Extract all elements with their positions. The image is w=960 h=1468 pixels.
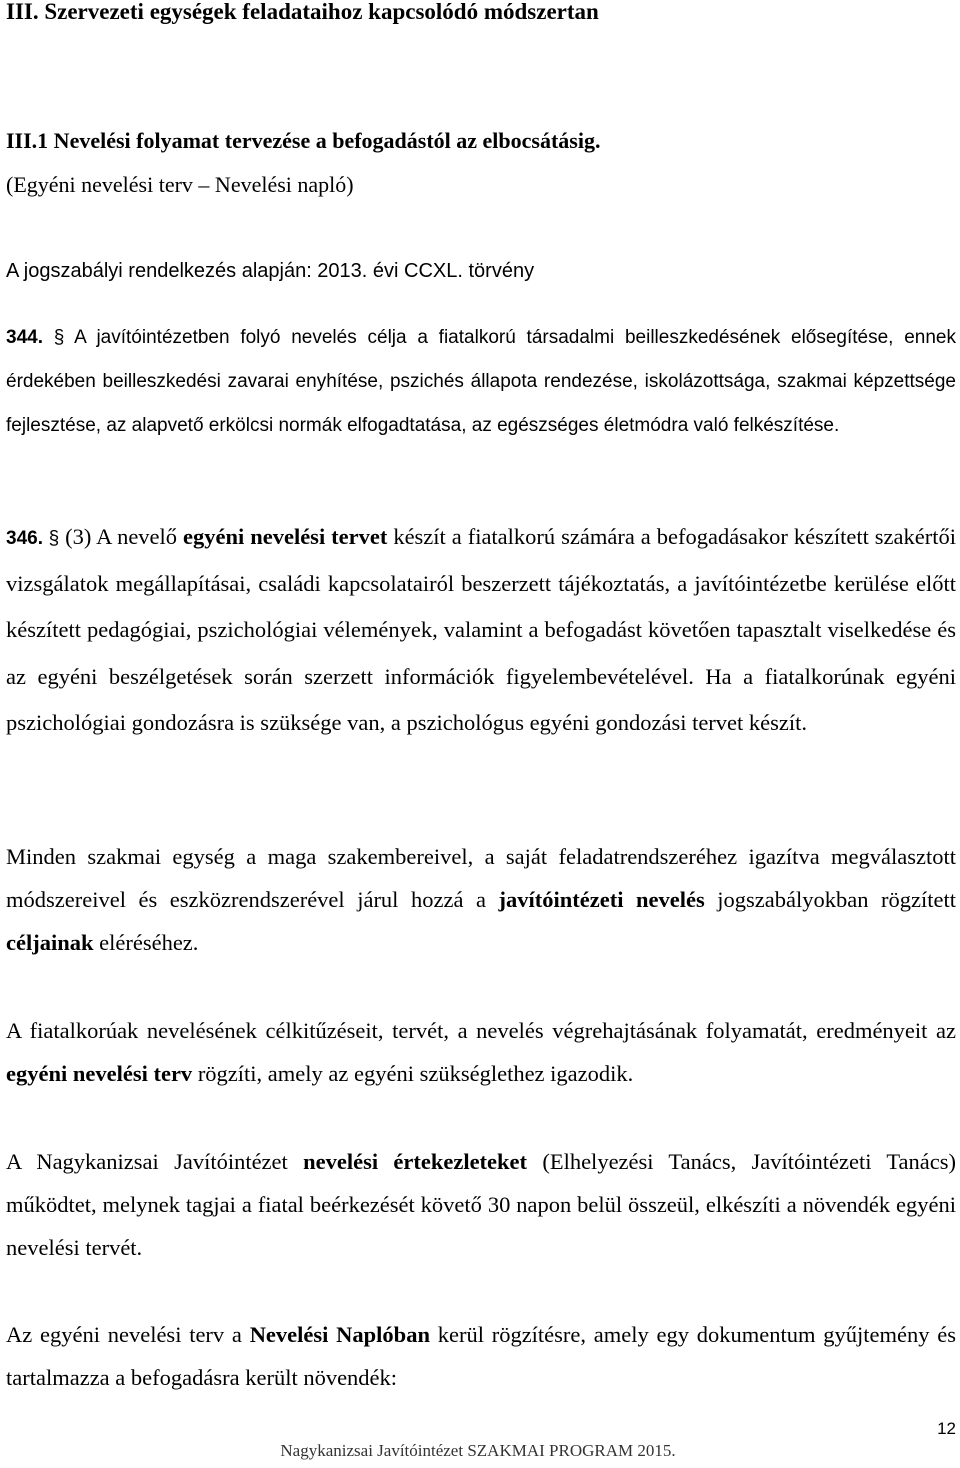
paragraph-meetings-text-1: A Nagykanizsai Javítóintézet xyxy=(6,1149,304,1174)
paragraph-diary-text-2: kerül rögzítésre, amely egy dokumentum gyűjtemény és tartalmazza a befogadásra került növendék: xyxy=(6,1322,956,1390)
paragraph-diary-bold-1: Nevelési Naplóban xyxy=(249,1322,430,1347)
paragraph-diary xyxy=(6,1313,956,1399)
paragraph-344-number: 344. xyxy=(6,327,43,348)
paragraph-goals-bold-1: egyéni nevelési terv xyxy=(6,1061,193,1086)
page-number: 12 xyxy=(937,1419,956,1438)
paragraph-units-text-3: eléréséhez. xyxy=(93,930,199,955)
subsection-title-line2: (Egyéni nevelési terv – Nevelési napló) xyxy=(6,172,354,197)
paragraph-units xyxy=(6,835,956,964)
footer-program: SZAKMAI PROGRAM 2015. xyxy=(467,1441,676,1460)
paragraph-units-bold-1: javítóintézeti nevelés xyxy=(498,887,705,912)
paragraph-units-bold-2: céljainak xyxy=(6,930,94,955)
section-sign-icon: § xyxy=(53,327,65,348)
paragraph-goals-text-1: A fiatalkorúak nevelésének célkitűzéseit, tervét, a nevelés végrehajtásának folyamatát, eredményeit az xyxy=(6,1018,956,1043)
paragraph-meetings-bold-1: nevelési értekezleteket xyxy=(303,1149,528,1174)
paragraph-346 xyxy=(6,515,956,748)
paragraph-346-text-2: készít a fiatalkorú számára a befogadásakor készített szakértői vizsgálatok megállapításai, családi kapcsolatairól beszerzett tájékoztatás, a javítóintézetbe kerülése előtt készített pedagógiai, pszichológiai vélemények, valamint a befogadást követően tapasztalt viselkedése és az egyéni beszélgetések során szerzett információk figyelembevételével. Ha a fiatalkorúnak egyéni pszichológiai gondozásra is szüksége van, a pszichológus egyéni gondozási tervet készít. xyxy=(6,524,957,735)
paragraph-diary-text-1: Az egyéni nevelési terv a xyxy=(6,1322,250,1347)
paragraph-meetings-text-2: (Elhelyezési Tanács, Javítóintézeti Tanács) működtet, melynek tagjai a fiatal beérkezését követő 30 napon belül összeül, elkészíti a növendék egyéni nevelési tervét. xyxy=(6,1149,956,1260)
paragraph-meetings xyxy=(6,1140,956,1269)
paragraph-units-text-1: Minden szakmai egység a maga szakembereivel, a saját feladatrendszeréhez igazítva megválasztott módszereivel és eszközrendszerével járul hozzá a xyxy=(6,844,956,912)
paragraph-goals xyxy=(6,1009,956,1095)
legal-basis: A jogszabályi rendelkezés alapján: 2013. évi CCXL. törvény xyxy=(6,260,535,282)
paragraph-344 xyxy=(6,316,956,448)
paragraph-346-text xyxy=(6,524,956,735)
footer-institution: Nagykanizsai Javítóintézet xyxy=(280,1441,464,1460)
paragraph-346-bold-1: egyéni nevelési tervet xyxy=(183,524,388,549)
paragraph-goals-text-2: rögzíti, amely az egyéni szükséglethez igazodik. xyxy=(192,1061,634,1086)
paragraph-units-text-2: jogszabályokban rögzített xyxy=(704,887,956,912)
page-footer xyxy=(0,1440,956,1462)
subsection-title-line1: III.1 Nevelési folyamat tervezése a befogadástól az elbocsátásig. xyxy=(6,128,601,153)
paragraph-344-text: A javítóintézetben folyó nevelés célja a fiatalkorú társadalmi beilleszkedésének elősegítése, ennek érdekében beilleszkedési zavarai enyhítése, pszichés állapota rendezése, iskolázottsága, szakmai képzettsége fejlesztése, az alapvető erkölcsi normák elfogadtatása, az egészséges életmódra való felkészítése. xyxy=(6,327,957,436)
section-sign-icon: § xyxy=(48,528,60,549)
paragraph-346-number: 346. xyxy=(6,528,43,549)
paragraph-346-text-1: (3) A nevelő xyxy=(59,524,184,549)
section-title: III. Szervezeti egységek feladataihoz kapcsolódó módszertan xyxy=(6,0,599,24)
